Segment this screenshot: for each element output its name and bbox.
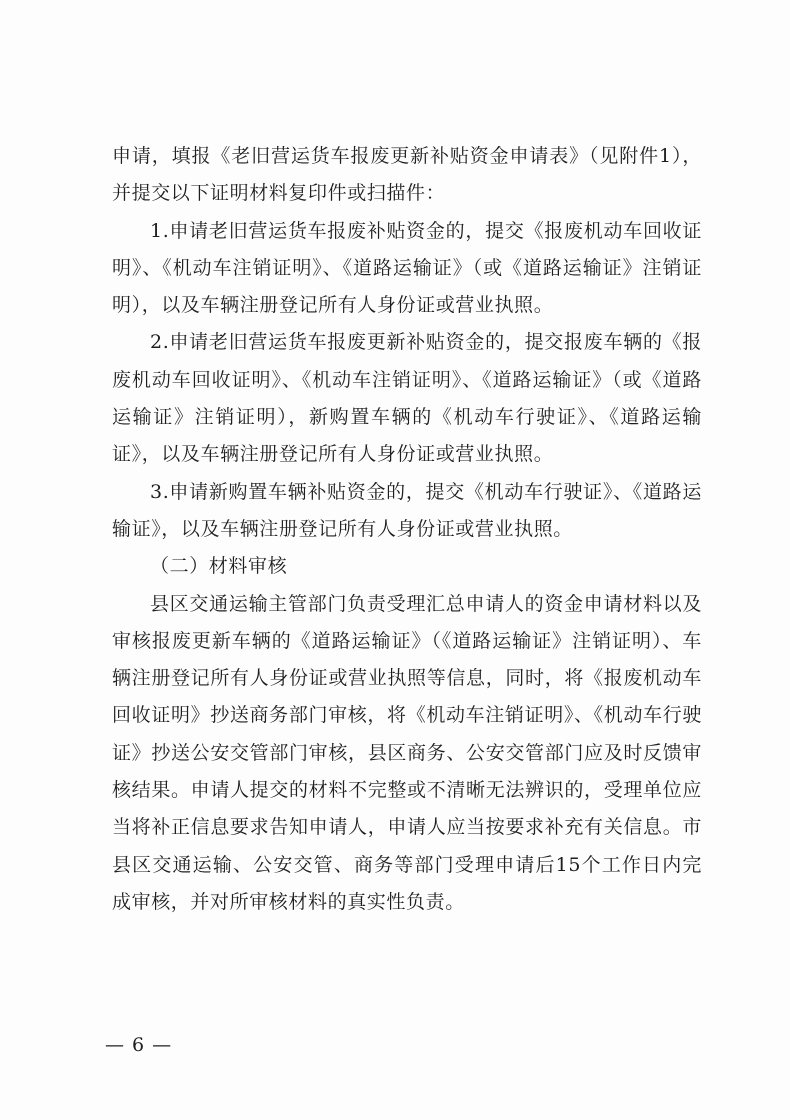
paragraph-item-2: 2.申请老旧营运货车报废更新补贴资金的，提交报废车辆的《报废机动车回收证明》、《机动车注销证明》、《道路运输证》（或《道路运输证》注销证明），新购置车辆的《机动车行驶证》、《道路运输证》，以及车辆注册登记所有人身份证或营业执照。: [112, 331, 702, 466]
paragraph-application-intro: 申请，填报《老旧营运货车报废更新补贴资金申请表》（见附件1），并提交以下证明材料复印件或扫描件：: [112, 145, 702, 205]
paragraph-item-1: 1.申请老旧营运货车报废补贴资金的，提交《报废机动车回收证明》、《机动车注销证明》、《道路运输证》（或《道路运输证》注销证明），以及车辆注册登记所有人身份证或营业执照。: [112, 219, 702, 317]
paragraph-item-3: 3.申请新购置车辆补贴资金的，提交《机动车行驶证》、《道路运输证》，以及车辆注册登记所有人身份证或营业执照。: [112, 480, 702, 540]
section-heading: （二）材料审核: [150, 555, 288, 578]
document-body: [112, 138, 702, 921]
page-number: — 6 —: [105, 1034, 173, 1056]
paragraph-review: 县区交通运输主管部门负责受理汇总申请人的资金申请材料以及审核报废更新车辆的《道路运输证》（《道路运输证》注销证明）、车辆注册登记所有人身份证或营业执照等信息，同时，将《报废机动车回收证明》抄送商务部门审核，将《机动车注销证明》、《机动车行驶证》抄送公安交管部门审核，县区商务、公安交管部门应及时反馈审核结果。申请人提交的材料不完整或不清晰无法辨识的，受理单位应当将补正信息要求告知申请人，申请人应当按要求补充有关信息。市县区交通运输、公安交管、商务等部门受理申请后15个工作日内完成审核，并对所审核材料的真实性负责。: [112, 592, 702, 913]
